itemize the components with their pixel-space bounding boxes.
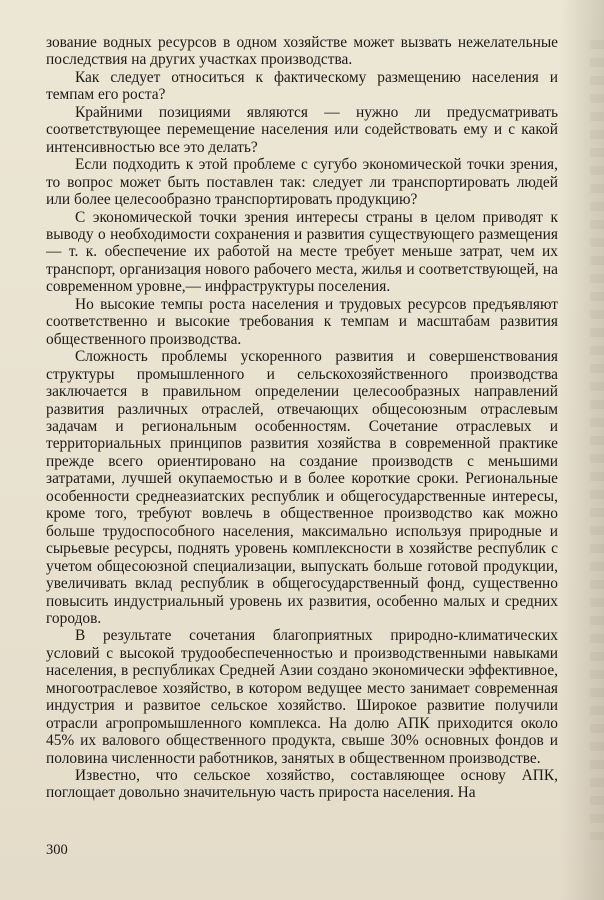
paragraph-continuation: зование водных ресурсов в одном хозяйстве может вызвать нежелательные последствия на других участках производства. [46,34,558,69]
paragraph: Известно, что сельское хозяйство, составляющее основу АПК, поглощает довольно значительную часть прироста населения. На [46,767,558,802]
paragraph: В результате сочетания благоприятных природно-климатических условий с высокой трудообеспеченностью и производственными навыками населения, в республиках Средней Азии создано экономически эффективное, многоотраслевое хозяйство, в котором ведущее место занимает современная индустрия и развитое сельское хозяйство. Широкое развитие получили отрасли агропромышленного комплекса. На долю АПК приходится около 45% их валового общественного продукта, свыше 30% основных фондов и половина численности работников, занятых в общественном производстве. [46,627,558,767]
body-text [46,34,558,802]
paragraph: С экономической точки зрения интересы страны в целом приводят к выводу о необходимости сохранения и развития существующего размещения — т. к. обеспечение их работой на месте требует меньше затрат, чем их транспорт, организация нового рабочего места, жилья и соответствующей, на современном уровне,— инфраструктуры поселения. [46,208,558,296]
page-number: 300 [46,842,68,858]
paragraph: Сложность проблемы ускоренного развития и совершенствования структуры промышленного и сельскохозяйственного производства заключается в правильном определении целесообразных направлений развития различных отраслей, отвечающих общесоюзным отраслевым задачам и региональным особенностям. Сочетание отраслевых и территориальных принципов развития хозяйства в современной практике прежде всего ориентировано на создание производств с меньшими затратами, лучшей окупаемостью и в более короткие сроки. Региональные особенности среднеазиатских республик и общегосударственные интересы, кроме того, требуют вовлечь в общественное производство как можно больше трудоспособного населения, максимально используя природные и сырьевые ресурсы, поднять уровень комплексности в хозяйстве республик с учетом общесоюзной специализации, выпускать больше готовой продукции, увеличивать вклад республик в общегосударственный фонд, существенно повысить индустриальный уровень их развития, особенно малых и средних городов. [46,348,558,627]
paragraph: Если подходить к этой проблеме с сугубо экономической точки зрения, то вопрос может быть поставлен так: следует ли транспортировать людей или более целесообразно транспортировать продукцию? [46,156,558,209]
next-page-edge [590,40,604,840]
paragraph: Как следует относиться к фактическому размещению населения и темпам его роста? [46,68,558,104]
paragraph: Крайними позициями являются — нужно ли предусматривать соответствующее перемещение населения или содействовать ему и с какой интенсивностью все это делать? [46,103,558,156]
paragraph: Но высокие темпы роста населения и трудовых ресурсов предъявляют соответственно и высокие требования к темпам и масштабам развития общественного производства. [46,295,558,348]
